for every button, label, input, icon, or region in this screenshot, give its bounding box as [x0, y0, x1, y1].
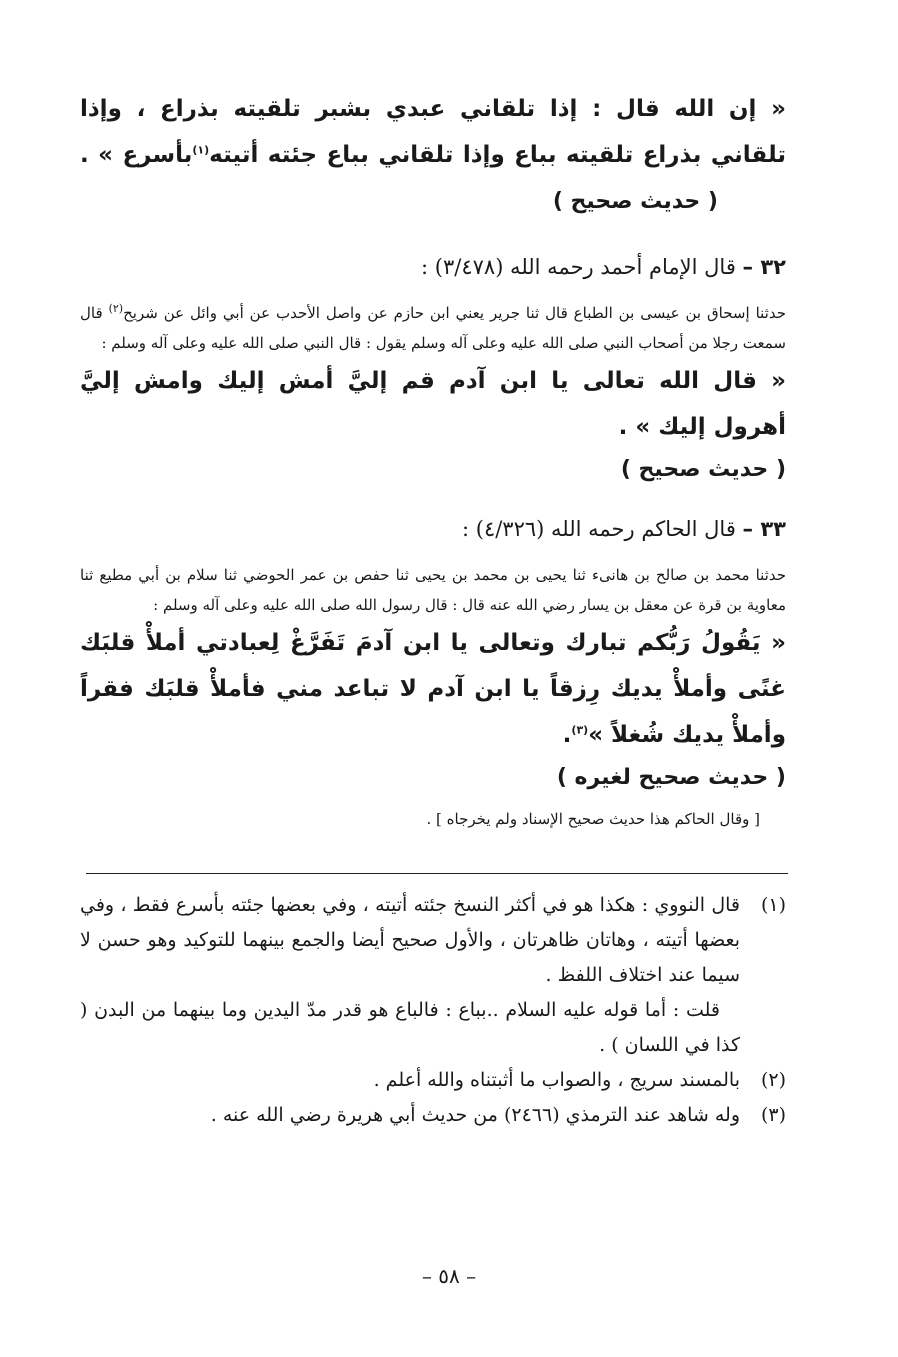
footnote-ref[interactable]: (١) — [192, 143, 210, 157]
hadith-text — [80, 620, 786, 758]
footnote-separator — [86, 873, 788, 874]
footnote-mark: (١) — [760, 894, 786, 916]
hadith-grade: ( حديث صحيح لغيره ) — [556, 765, 786, 790]
footnote-item — [80, 1098, 786, 1133]
hadith-line: « إن الله قال : إذا تلقاني عبدي بشبر تلقيته بذراع ، وإذا تلقاني بذراع — [80, 96, 786, 168]
footnote-ref[interactable]: (٣) — [571, 723, 589, 737]
hadith-body-end: . — [562, 722, 572, 748]
hadith-text — [80, 86, 786, 224]
isnad-part: قال سمعت رجلا من أصحاب النبي صلى الله عليه وعلى آله وسلم يقول : قال النبي صلى الله عليه وعلى آله وسلم : — [80, 304, 786, 352]
hadith-line: تلقيته بباع وإذا تلقاني بباع جئته أتيته — [209, 142, 634, 168]
hadith-number: ٣٣ – — [742, 517, 786, 541]
footnote-item — [80, 888, 786, 993]
footnote-continuation — [80, 993, 786, 1063]
footnotes — [80, 888, 786, 1133]
hadith-grade: ( حديث صحيح ) — [552, 189, 718, 214]
footnote-text: وله شاهد عند الترمذي (٢٤٦٦) من حديث أبي هريرة رضي الله عنه . — [210, 1104, 740, 1126]
hadith-heading — [80, 250, 786, 284]
hadith-source: قال الحاكم رحمه الله (٤/٣٢٦) : — [461, 517, 736, 541]
hadith-source: قال الإمام أحمد رحمه الله (٣/٤٧٨) : — [421, 255, 736, 279]
hakim-note: [ وقال الحاكم هذا حديث صحيح الإسناد ولم يخرجاه ] . — [426, 810, 760, 828]
page-number: – ٥٨ – — [421, 1264, 477, 1288]
footnote-ref[interactable]: (٢) — [108, 302, 124, 315]
footnote-text: بالمسند سريج ، والصواب ما أثبتناه والله أعلم . — [373, 1069, 740, 1091]
footnote-mark: (٢) — [760, 1069, 786, 1091]
hadith-grade: ( حديث صحيح ) — [620, 457, 786, 482]
footnote-mark: (٣) — [760, 1104, 786, 1126]
hadith-body: « يَقُولُ رَبُّكم تبارك وتعالى يا ابن آدمَ تَفَرَّغْ لِعبادتي أملأْ قلبَك غنًى وأملأْ يديك رِزقاً يا ابن آدم لا تباعد مني فأملأْ قلبَك فقراً وأملأْ يديك شُغلاً » — [80, 630, 786, 748]
main-text — [80, 86, 786, 834]
footnote-text: قال النووي : هكذا هو في أكثر النسخ جئته أتيته ، وفي بعضها جئته بأسرع فقط ، وفي بعضها أتيته ، وهاتان ظاهرتان ، والأول صحيح أيضا والجمع بينهما للتوكيد وهو حسن لا سيما عند اختلاف اللفظ . — [80, 894, 740, 986]
hadith-number: ٣٢ – — [742, 255, 786, 279]
footnote-item — [80, 1063, 786, 1098]
isnad-part: حدثنا إسحاق بن عيسى بن الطباع قال ثنا جرير يعني ابن حازم عن واصل الأحدب عن أبي وائل عن شريح — [123, 304, 786, 322]
hadith-heading — [80, 512, 786, 546]
isnad-text: حدثنا محمد بن صالح بن هانىء ثنا يحيى بن محمد بن يحيى ثنا حفص بن عمر الحوضي ثنا سلام بن أبي مطيع ثنا معاوية بن قرة عن معقل بن يسار رضي الله عنه قال : قال رسول الله صلى الله عليه وعلى آله وسلم : — [80, 566, 786, 614]
isnad-text — [80, 298, 786, 358]
hadith-line-end: بأسرع » . — [80, 142, 193, 168]
footnote-text: قلت : أما قوله عليه السلام ..بباع : فالباع هو قدر مدّ اليدين وما بينهما من البدن ( كذا في اللسان ) . — [80, 999, 740, 1056]
hadith-text: « قال الله تعالى يا ابن آدم قم إليَّ أمش إليك وامش إليَّ أهرول إليك » . — [80, 368, 786, 440]
